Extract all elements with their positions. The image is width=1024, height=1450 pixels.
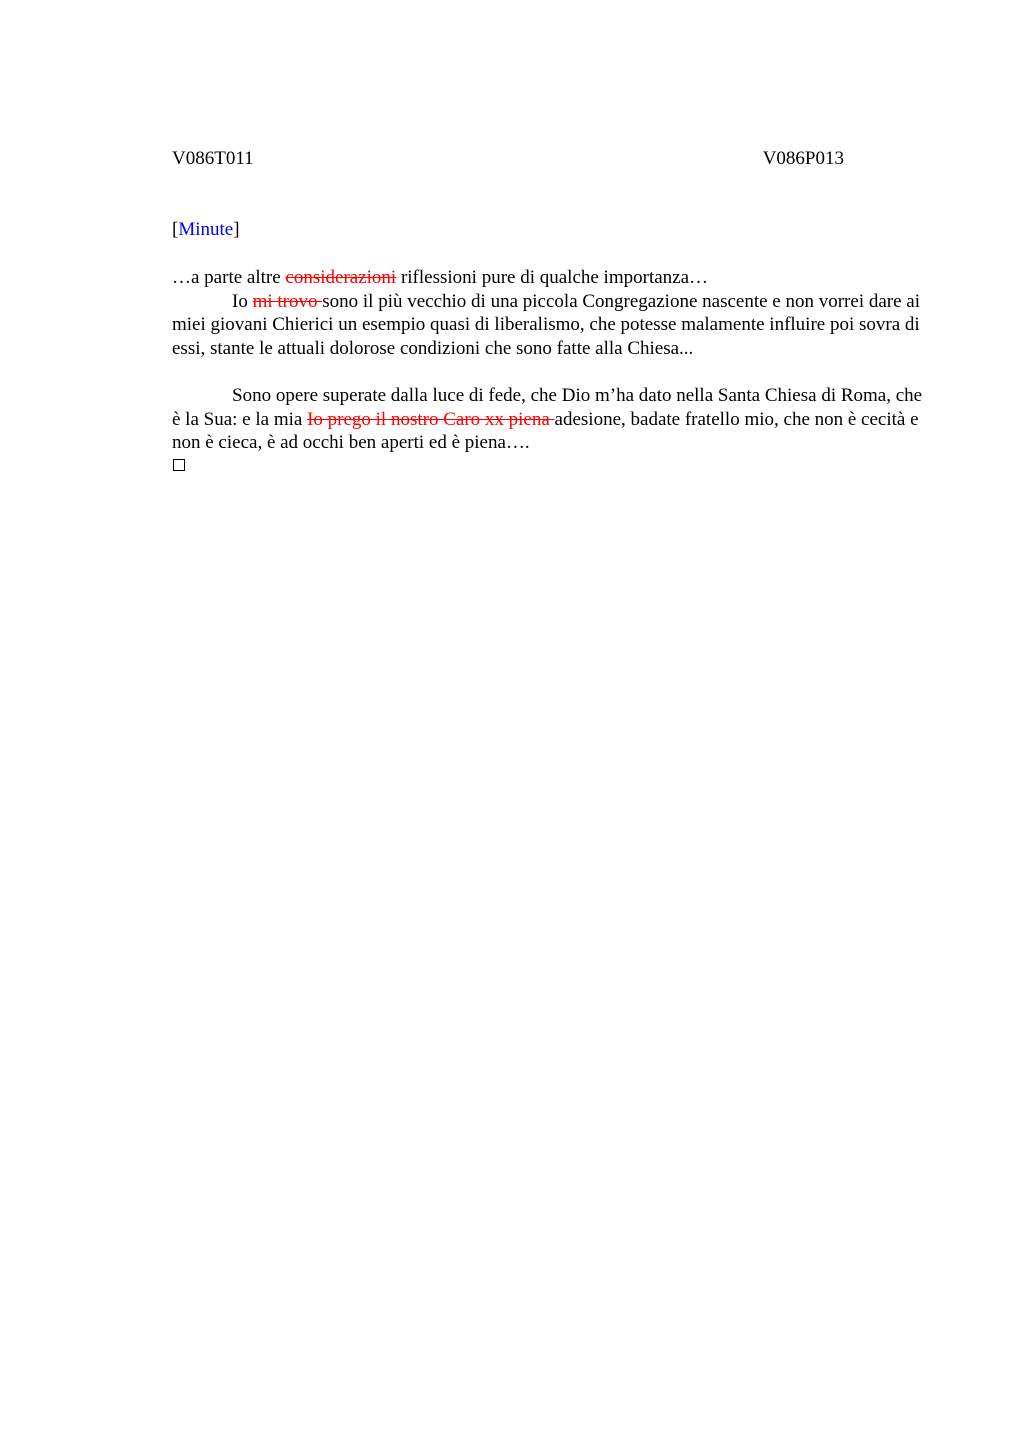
paragraph-2 — [172, 290, 932, 361]
paragraph-3 — [172, 384, 932, 455]
paragraph-1-prefix: …a parte altre — [172, 267, 286, 288]
paragraph-2-prefix: Io — [232, 290, 253, 312]
document-body — [172, 266, 932, 455]
header-right-code: V086P013 — [762, 148, 844, 169]
open-bracket: [ — [172, 219, 179, 240]
paragraph-3-prefix: Sono opere superate dalla luce di fede, che Dio m’ha dato nella Santa Chiesa di Roma, che è la Sua: e la mia — [172, 384, 923, 430]
paragraph-3-rest: adesione, badate fratello mio, che non è cecità e non è cieca, è ad occhi ben aperti ed è piena…. — [172, 408, 919, 454]
paragraph-1-deleted: considerazioni — [285, 267, 397, 288]
paragraph-gap — [172, 360, 932, 384]
close-bracket: ] — [233, 219, 240, 240]
paragraph-1-suffix: riflessioni pure di qualche importanza… — [396, 267, 709, 288]
header-left-code: V086T011 — [172, 148, 254, 169]
section-label — [172, 218, 240, 242]
paragraph-1 — [172, 266, 932, 290]
paragraph-2-rest: sono il più vecchio di una piccola Congregazione nascente e non vorrei dare ai miei giovani Chierici un esempio quasi di liberalismo, che potesse malamente influire poi sovra di essi, stante le attuali dolorose condizioni che sono fatte alla Chiesa... — [172, 290, 920, 359]
minute-label: Minute — [178, 219, 234, 240]
empty-checkbox-icon — [173, 459, 185, 471]
paragraph-3-deleted: Io prego il nostro Caro xx piena — [307, 408, 555, 430]
paragraph-2-deleted: mi trovo — [252, 290, 323, 312]
document-header — [172, 147, 844, 171]
